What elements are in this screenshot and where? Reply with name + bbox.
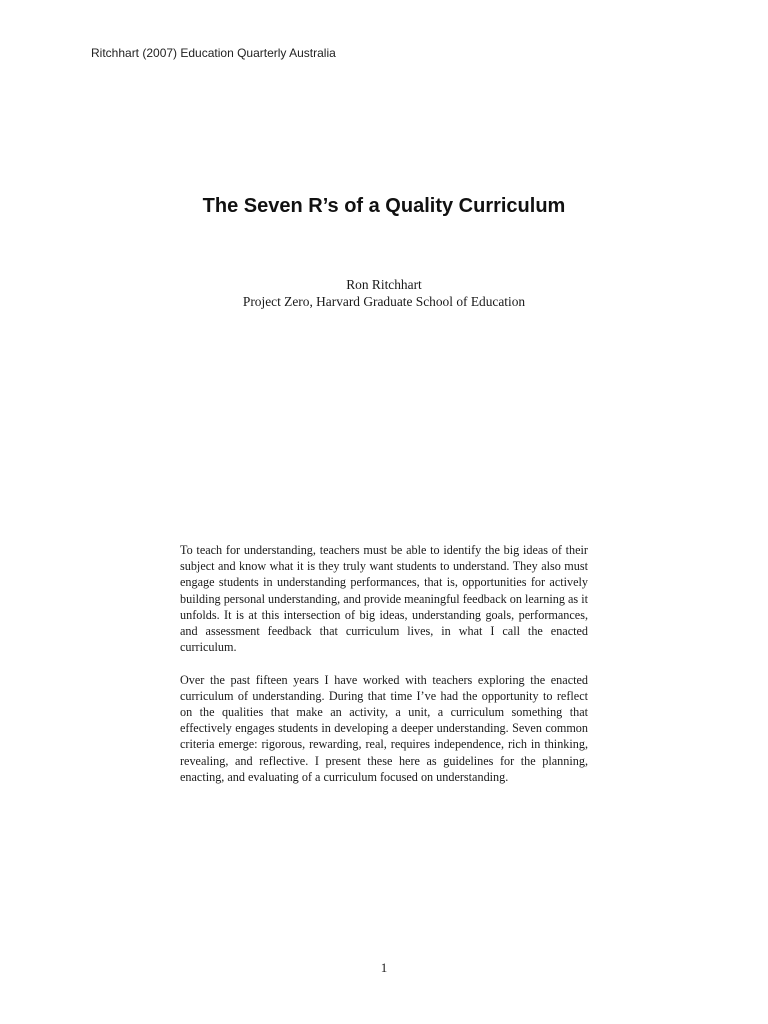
- article-title: The Seven R’s of a Quality Curriculum: [202, 195, 566, 217]
- body-paragraph: To teach for understanding, teachers must be able to identify the big ideas of their subject and know what it is they truly want students to understand. They also must engage students in understanding performances, that is, opportunities for actively building personal understanding, and provide meaningful feedback on learning as it unfolds. It is at this intersection of big ideas, understanding goals, performances, and assessment feedback that curriculum lives, in what I call the enacted curriculum.: [180, 543, 588, 655]
- author-name: Ron Ritchhart: [346, 277, 422, 292]
- author-affiliation: Project Zero, Harvard Graduate School of Education: [242, 294, 526, 309]
- page-number: 1: [380, 960, 388, 975]
- body-paragraph: Over the past fifteen years I have worked with teachers exploring the enacted curriculum of understanding. During that time I’ve had the opportunity to reflect on the qualities that make an activity, a unit, a curriculum something that effectively engages students in developing a deeper understanding. Seven common criteria emerge: rigorous, rewarding, real, requires independence, rich in thinking, revealing, and reflective. I present these here as guidelines for the planning, enacting, and evaluating of a curriculum focused on understanding.: [180, 672, 588, 784]
- byline: [0, 276, 768, 310]
- running-header: Ritchhart (2007) Education Quarterly Australia: [91, 46, 336, 60]
- article-body: [180, 542, 588, 801]
